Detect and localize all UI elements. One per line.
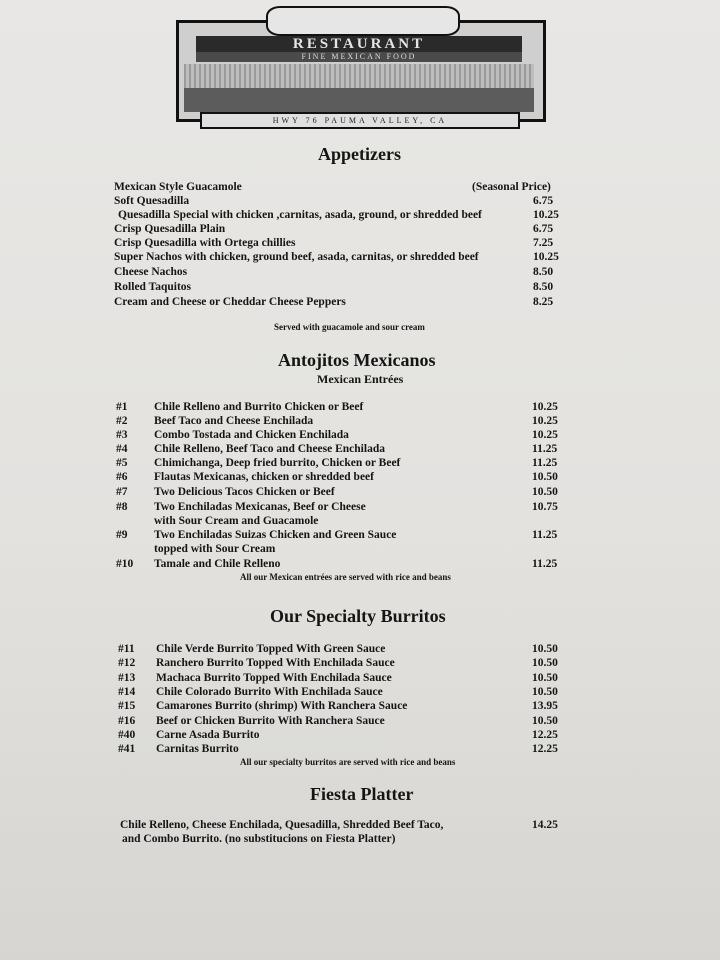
appetizer-item-name: Crisp Quesadilla with Ortega chillies <box>114 237 296 249</box>
appetizer-item-price: 10.25 <box>533 209 559 221</box>
entree-price: 11.25 <box>532 558 558 570</box>
logo-hill-shape <box>184 88 534 112</box>
fiesta-title: Fiesta Platter <box>310 784 414 804</box>
entree-number: #2 <box>116 415 128 427</box>
antojitos-subtitle: Mexican Entrées <box>317 372 404 386</box>
entree-price: 10.25 <box>532 429 558 441</box>
burrito-price: 10.50 <box>532 672 558 684</box>
entree-name-continued: with Sour Cream and Guacamole <box>154 515 319 527</box>
entree-price: 11.25 <box>532 443 558 455</box>
entree-number: #8 <box>116 501 128 513</box>
logo-script-badge <box>266 6 460 36</box>
entree-price: 10.25 <box>532 401 558 413</box>
appetizer-item-price: 10.25 <box>533 251 559 263</box>
burrito-name: Chile Colorado Burrito With Enchilada Sauce <box>156 686 383 698</box>
burrito-number: #40 <box>118 729 136 741</box>
burrito-number: #16 <box>118 715 136 727</box>
entree-name-continued: topped with Sour Cream <box>154 543 276 555</box>
fiesta-description-line1: Chile Relleno, Cheese Enchilada, Quesadilla, Shredded Beef Taco, <box>120 819 444 831</box>
logo-landscape-image <box>184 64 534 112</box>
burrito-name: Carnitas Burrito <box>156 743 239 755</box>
burrito-number: #11 <box>118 643 135 655</box>
antojitos-title: Antojitos Mexicanos <box>278 350 436 370</box>
entree-name: Beef Taco and Cheese Enchilada <box>154 415 314 427</box>
burritos-note: All our specialty burritos are served with rice and beans <box>240 757 456 767</box>
logo-tagline: FINE MEXICAN FOOD <box>196 52 522 62</box>
appetizer-item-name: Mexican Style Guacamole <box>114 181 242 193</box>
burrito-number: #12 <box>118 657 136 669</box>
burritos-title: Our Specialty Burritos <box>270 606 446 626</box>
entree-price: 11.25 <box>532 529 558 541</box>
entree-price: 10.25 <box>532 415 558 427</box>
burrito-name: Chile Verde Burrito Topped With Green Sauce <box>156 643 386 655</box>
burrito-name: Carne Asada Burrito <box>156 729 260 741</box>
entree-number: #4 <box>116 443 128 455</box>
burrito-price: 10.50 <box>532 715 558 727</box>
burrito-price: 12.25 <box>532 743 558 755</box>
logo-name: RESTAURANT <box>292 36 426 52</box>
appetizer-item-name: Cheese Nachos <box>114 266 188 278</box>
entree-number: #5 <box>116 457 128 469</box>
entree-name: Tamale and Chile Relleno <box>154 558 281 570</box>
appetizer-item-price: 6.75 <box>533 223 554 235</box>
appetizer-item-name: Cream and Cheese or Cheddar Cheese Peppers <box>114 296 346 308</box>
appetizer-item-price: (Seasonal Price) <box>472 181 551 193</box>
burrito-number: #13 <box>118 672 136 684</box>
appetizer-item-price: 6.75 <box>533 195 554 207</box>
entree-name: Chimichanga, Deep fried burrito, Chicken or Beef <box>154 457 401 469</box>
appetizer-item-price: 8.50 <box>533 281 554 293</box>
burrito-name: Machaca Burrito Topped With Enchilada Sauce <box>156 672 392 684</box>
appetizers-note: Served with guacamole and sour cream <box>274 322 425 332</box>
logo-address: HWY 76 PAUMA VALLEY, CA <box>200 112 520 129</box>
appetizer-item-name: Quesadilla Special with chicken ,carnitas, asada, ground, or shredded beef <box>118 209 482 221</box>
appetizer-item-price: 7.25 <box>533 237 554 249</box>
appetizer-item-name: Super Nachos with chicken, ground beef, asada, carnitas, or shredded beef <box>114 251 479 263</box>
burrito-price: 10.50 <box>532 657 558 669</box>
entree-number: #6 <box>116 471 128 483</box>
entree-number: #9 <box>116 529 128 541</box>
entree-price: 10.75 <box>532 501 558 513</box>
entree-price: 11.25 <box>532 457 558 469</box>
entree-name: Flautas Mexicanas, chicken or shredded beef <box>154 471 374 483</box>
entree-price: 10.50 <box>532 471 558 483</box>
entree-number: #1 <box>116 401 128 413</box>
entree-number: #7 <box>116 486 128 498</box>
burrito-price: 12.25 <box>532 729 558 741</box>
burrito-price: 10.50 <box>532 643 558 655</box>
entree-name: Two Enchiladas Suizas Chicken and Green Sauce <box>154 529 397 541</box>
burrito-number: #41 <box>118 743 136 755</box>
appetizer-item-name: Soft Quesadilla <box>114 195 190 207</box>
entree-name: Chile Relleno, Beef Taco and Cheese Enchilada <box>154 443 385 455</box>
fiesta-description-line2: and Combo Burrito. (no substitucions on Fiesta Platter) <box>122 833 396 845</box>
fiesta-price: 14.25 <box>532 819 558 831</box>
entree-name: Combo Tostada and Chicken Enchilada <box>154 429 349 441</box>
antojitos-note: All our Mexican entrées are served with rice and beans <box>240 572 451 582</box>
entree-name: Two Delicious Tacos Chicken or Beef <box>154 486 335 498</box>
entree-name: Two Enchiladas Mexicanas, Beef or Cheese <box>154 501 366 513</box>
entree-name: Chile Relleno and Burrito Chicken or Beef <box>154 401 364 413</box>
appetizer-item-price: 8.25 <box>533 296 554 308</box>
burrito-name: Beef or Chicken Burrito With Ranchera Sauce <box>156 715 385 727</box>
entree-number: #3 <box>116 429 128 441</box>
logo-name-band <box>196 36 522 52</box>
burrito-name: Camarones Burrito (shrimp) With Ranchera Sauce <box>156 700 408 712</box>
appetizer-item-name: Crisp Quesadilla Plain <box>114 223 226 235</box>
appetizer-item-price: 8.50 <box>533 266 554 278</box>
appetizer-item-name: Rolled Taquitos <box>114 281 192 293</box>
appetizers-title: Appetizers <box>318 144 401 164</box>
entree-number: #10 <box>116 558 134 570</box>
restaurant-logo <box>176 6 544 126</box>
burrito-price: 10.50 <box>532 686 558 698</box>
burrito-number: #14 <box>118 686 136 698</box>
burrito-name: Ranchero Burrito Topped With Enchilada Sauce <box>156 657 395 669</box>
burrito-price: 13.95 <box>532 700 558 712</box>
burrito-number: #15 <box>118 700 136 712</box>
entree-price: 10.50 <box>532 486 558 498</box>
